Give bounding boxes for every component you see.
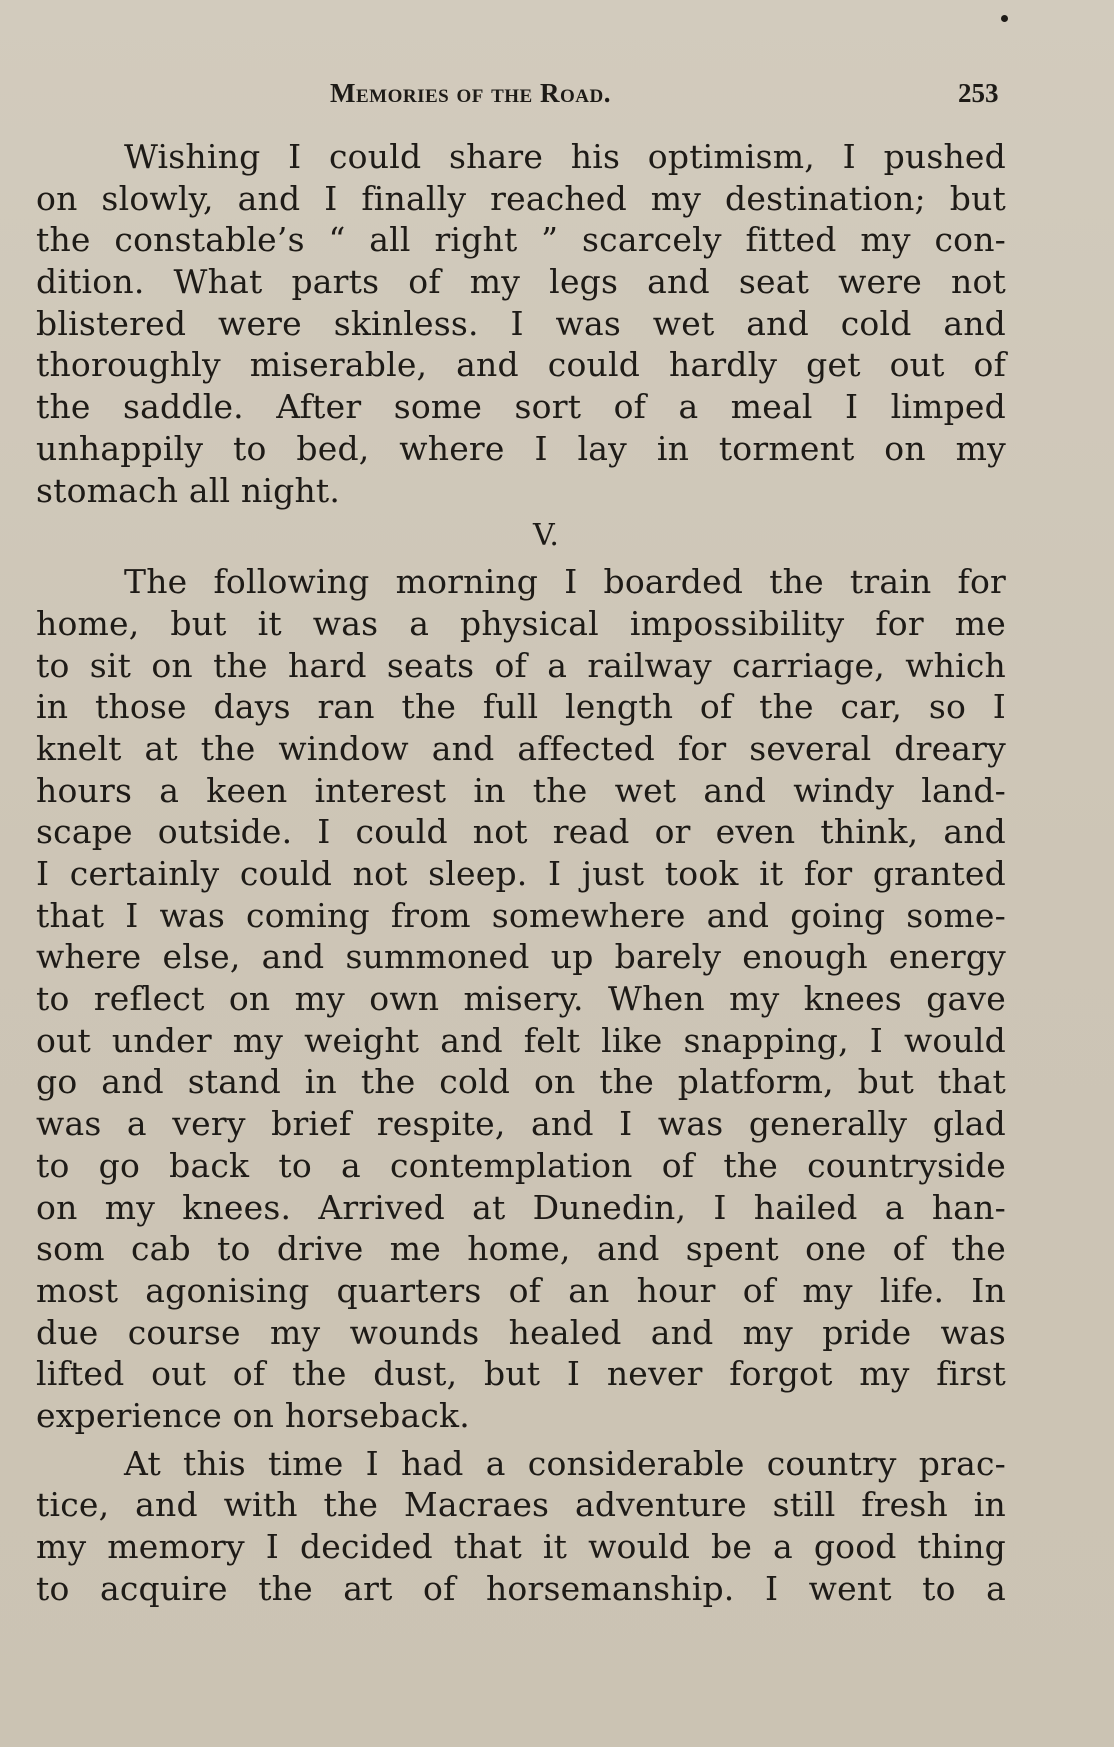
- text-line: where else, and summoned up barely enough energy: [36, 937, 1006, 977]
- text-line: I certainly could not sleep. I just took it for granted: [36, 854, 1006, 893]
- text-line: tice, and with the Macraes adventure still fresh in: [36, 1485, 1006, 1525]
- text-line: som cab to drive me home, and spent one of the: [36, 1229, 1006, 1269]
- text-line: blistered were skinless. I was wet and cold and: [36, 303, 1006, 343]
- text-line: most agonising quarters of an hour of my life. In: [36, 1270, 1006, 1310]
- text-line: Wishing I could share his optimism, I pushed: [124, 137, 1006, 176]
- text-line: stomach all night.: [36, 470, 341, 510]
- text-line: to acquire the art of horsemanship. I went to a: [36, 1568, 1006, 1608]
- text-line: on my knees. Arrived at Dunedin, I hailed a han-: [36, 1187, 1006, 1227]
- text-line: hours a keen interest in the wet and windy land-: [36, 770, 1006, 810]
- paragraph-1: [36, 136, 1006, 511]
- text-line: to sit on the hard seats of a railway carriage, which: [36, 645, 1006, 685]
- paragraph-2: [36, 561, 1006, 1436]
- text-line: experience on horseback.: [36, 1395, 470, 1435]
- text-line: scape outside. I could not read or even think, and: [36, 812, 1006, 852]
- text-line: go and stand in the cold on the platform, but that: [36, 1062, 1006, 1102]
- text-line: knelt at the window and affected for several dreary: [36, 728, 1006, 768]
- text-line: out under my weight and felt like snapping, I would: [36, 1020, 1006, 1060]
- text-line: lifted out of the dust, but I never forgot my first: [36, 1354, 1006, 1394]
- text-line: was a very brief respite, and I was generally glad: [36, 1104, 1006, 1144]
- text-line: due course my wounds healed and my pride was: [36, 1312, 1006, 1352]
- text-line: that I was coming from somewhere and going some-: [36, 895, 1006, 935]
- text-line: home, but it was a physical impossibility for me: [36, 603, 1006, 643]
- text-line: on slowly, and I finally reached my destination; but: [36, 178, 1006, 218]
- text-line: the saddle. After some sort of a meal I limped: [36, 387, 1006, 427]
- body-text: [36, 136, 1006, 1609]
- text-line: thoroughly miserable, and could hardly get out of: [36, 345, 1006, 385]
- text-line: my memory I decided that it would be a good thing: [36, 1527, 1006, 1566]
- paragraph-3: [36, 1443, 1006, 1610]
- text-line: the constable’s “ all right ” scarcely fitted my con-: [36, 220, 1006, 260]
- ink-speck: [1001, 15, 1008, 22]
- text-line: to go back to a contemplation of the countryside: [36, 1145, 1006, 1185]
- text-line: unhappily to bed, where I lay in torment on my: [36, 428, 1006, 468]
- page-header: [0, 78, 1114, 118]
- text-line: At this time I had a considerable country prac-: [124, 1443, 1006, 1483]
- section-number: V.: [533, 518, 559, 554]
- text-line: to reflect on my own misery. When my knees gave: [36, 979, 1006, 1019]
- page-number: 253: [958, 78, 999, 108]
- running-head: Memories of the Road.: [330, 78, 611, 108]
- text-line: The following morning I boarded the train for: [124, 562, 1006, 602]
- text-line: in those days ran the full length of the car, so I: [36, 687, 1006, 727]
- text-line: dition. What parts of my legs and seat were not: [36, 262, 1006, 302]
